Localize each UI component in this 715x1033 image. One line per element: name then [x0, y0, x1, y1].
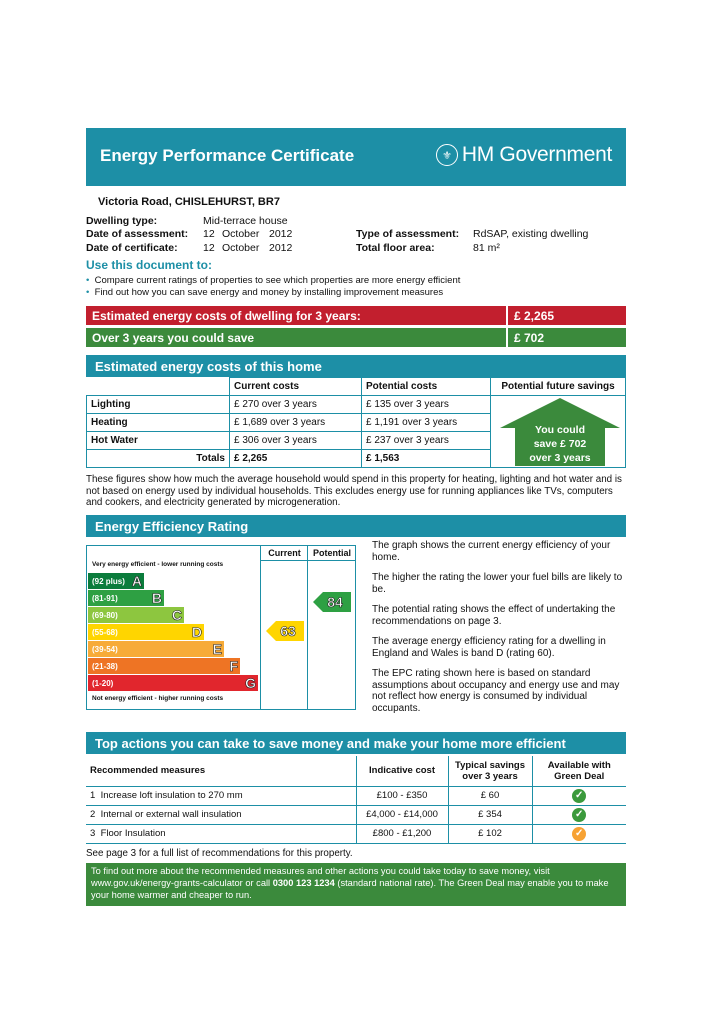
cost-row-label: Lighting [87, 396, 230, 414]
measure-cell: 3 Floor Insulation [86, 824, 356, 843]
check-icon: ✓ [572, 789, 586, 803]
savings-line-1: You could [535, 424, 585, 436]
total-potential: £ 1,563 [362, 450, 491, 468]
hm-government-text: HM Government [461, 143, 612, 166]
check-icon: ✓ [572, 827, 586, 841]
actions-section-heading: Top actions you can take to save money and make your home more efficient [86, 732, 626, 754]
inefficient-note: Not energy efficient - higher running costs [92, 695, 224, 702]
certificate-month: October [222, 242, 260, 254]
rating-section-heading: Energy Efficiency Rating [86, 515, 626, 537]
band-f: (21-38) F [88, 658, 240, 674]
list-item: • Compare current ratings of properties to see which properties are more energy efficient [86, 275, 461, 286]
measures-header: Recommended measures [86, 756, 356, 786]
assessment-month: October [222, 228, 260, 240]
cost-header: Indicative cost [356, 756, 448, 786]
band-letter: F [229, 658, 238, 674]
actions-table [86, 756, 626, 844]
table-row [86, 824, 626, 843]
band-letter: G [245, 675, 256, 691]
rating-explanation [372, 540, 626, 714]
measure-saving: £ 60 [448, 786, 532, 805]
savings-line-2: save £ 702 [533, 438, 587, 450]
potential-column-header: Potential [312, 548, 351, 558]
assessment-type-value: RdSAP, existing dwelling [473, 228, 589, 240]
typical-savings-header: Typical savings over 3 years [448, 756, 532, 786]
band-letter: E [212, 641, 222, 657]
rating-paragraph: The average energy efficiency rating for a dwelling in England and Wales is band D (rating 60). [372, 636, 606, 659]
measure-cell: 2 Internal or external wall insulation [86, 805, 356, 824]
assessment-day: 12 [203, 228, 215, 240]
use-document-heading: Use this document to: [86, 258, 213, 272]
see-page-note: See page 3 for a full list of recommendations for this property. [86, 848, 353, 859]
footer-phone[interactable]: 0300 123 1234 [272, 878, 335, 888]
total-current: £ 2,265 [230, 450, 362, 468]
band-e: (39-54) E [88, 641, 224, 657]
cost-current: £ 306 over 3 years [230, 432, 362, 450]
band-b: (81-91) B [88, 590, 164, 606]
savings-value: £ 702 [506, 328, 626, 347]
current-rating-arrow [266, 621, 304, 641]
table-row [86, 786, 626, 805]
bullet-icon: • [86, 287, 90, 298]
future-savings-header: Potential future savings [491, 378, 626, 396]
measure-cost: £100 - £350 [356, 786, 448, 805]
cost-row-label: Hot Water [87, 432, 230, 450]
potential-rating-arrow [313, 592, 351, 612]
table-header-row [86, 756, 626, 786]
potential-costs-header: Potential costs [362, 378, 491, 396]
footer-info-box [86, 863, 626, 906]
band-a: (92 plus) A [88, 573, 144, 589]
band-g: (1-20) G [88, 675, 258, 691]
band-letter: D [191, 624, 202, 640]
costs-section-heading: Estimated energy costs of this home [86, 355, 626, 377]
rating-paragraph: The EPC rating shown here is based on standard assumptions about occupancy and energy use and may not reflect how energy is consumed by individual occupants. [372, 668, 620, 714]
savings-label: Over 3 years you could save [86, 328, 506, 347]
totals-label: Totals [87, 450, 230, 468]
dwelling-type-value: Mid-terrace house [203, 215, 288, 227]
cost-potential: £ 237 over 3 years [362, 432, 491, 450]
table-header-row [87, 378, 626, 396]
property-address: Victoria Road, CHISLEHURST, BR7 [98, 196, 280, 208]
band-d: (55-68) D [88, 624, 204, 640]
assessment-date-label: Date of assessment: [86, 228, 189, 240]
use-document-list [86, 275, 460, 299]
band-letter: C [171, 607, 182, 623]
green-deal-header: Available with Green Deal [532, 756, 626, 786]
cost-current: £ 270 over 3 years [230, 396, 362, 414]
floor-area-label: Total floor area: [356, 242, 435, 254]
footer-text-b: (standard national rate). The Green Deal may enable you to make your home warmer and cheaper to run. [91, 878, 609, 900]
rating-paragraph: The higher the rating the lower your fuel bills are likely to be. [372, 572, 623, 595]
assessment-year: 2012 [269, 228, 293, 240]
potential-rating-value: 84 [327, 594, 343, 610]
cost-potential: £ 135 over 3 years [362, 396, 491, 414]
cost-current: £ 1,689 over 3 years [230, 414, 362, 432]
certificate-year: 2012 [269, 242, 293, 254]
dwelling-type-label: Dwelling type: [86, 215, 158, 227]
assessment-type-label: Type of assessment: [356, 228, 460, 240]
certificate-day: 12 [203, 242, 215, 254]
footer-text-a: To find out more about the recommended measures and other actions you could take today to save money, visit www.gov.uk/energy-grants-calculator or call [91, 866, 550, 888]
measure-saving: £ 354 [448, 805, 532, 824]
current-costs-header: Current costs [230, 378, 362, 396]
rating-paragraph: The graph shows the current energy efficiency of your home. [372, 540, 611, 563]
certificate-header [86, 128, 626, 186]
floor-area-value: 81 m² [473, 242, 500, 254]
measure-cost: £4,000 - £14,000 [356, 805, 448, 824]
measure-saving: £ 102 [448, 824, 532, 843]
certificate-title: Energy Performance Certificate [100, 146, 355, 165]
band-letter: A [131, 573, 142, 589]
crest-icon: ⚜ [436, 144, 458, 166]
savings-line-3: over 3 years [529, 452, 591, 464]
check-icon: ✓ [572, 808, 586, 822]
estimated-costs-label: Estimated energy costs of dwelling for 3 years: [86, 306, 506, 325]
current-column-header: Current [268, 548, 301, 558]
efficient-note: Very energy efficient - lower running costs [92, 561, 224, 568]
current-rating-value: 63 [280, 623, 296, 639]
cost-row-label: Heating [87, 414, 230, 432]
measure-cost: £800 - £1,200 [356, 824, 448, 843]
estimated-costs-value: £ 2,265 [506, 306, 626, 325]
band-letter: B [151, 590, 162, 606]
list-item: • Find out how you can save energy and money by installing improvement measures [86, 287, 444, 298]
costs-note: These figures show how much the average household would spend in this property for heating, lighting and hot water and is not based on energy used by individual households. This excludes energy use for running appliances like TVs, computers and cookers, and electricity generated by microgeneration. [86, 474, 622, 508]
cost-potential: £ 1,191 over 3 years [362, 414, 491, 432]
savings-arrow [500, 398, 620, 466]
bullet-icon: • [86, 275, 90, 286]
rating-paragraph: The potential rating shows the effect of undertaking the recommendations on page 3. [372, 604, 616, 627]
band-c: (69-80) C [88, 607, 184, 623]
table-row [86, 805, 626, 824]
hm-government-logo [436, 143, 612, 167]
certificate-date-label: Date of certificate: [86, 242, 178, 254]
measure-cell: 1 Increase loft insulation to 270 mm [86, 786, 356, 805]
